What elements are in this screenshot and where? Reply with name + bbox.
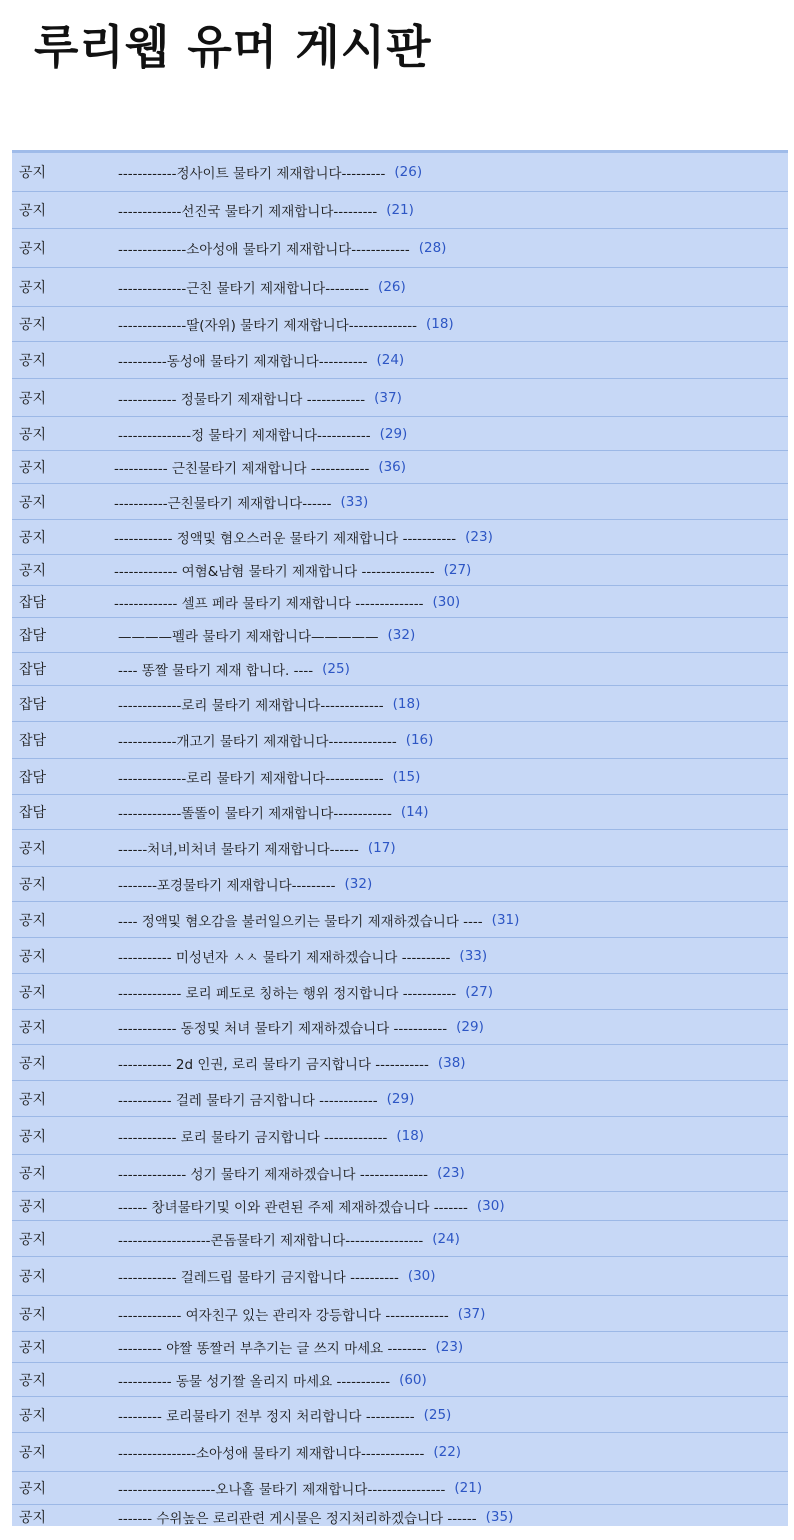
post-category: 잡담 bbox=[19, 628, 47, 644]
post-category: 공지 bbox=[19, 280, 47, 296]
comment-count[interactable]: (21) bbox=[454, 1480, 483, 1496]
comment-count[interactable]: (30) bbox=[476, 1198, 505, 1214]
comment-count[interactable]: (30) bbox=[407, 1268, 436, 1284]
post-row[interactable] bbox=[12, 555, 788, 586]
post-row[interactable] bbox=[12, 379, 788, 417]
page-title: 루리웹 유머 게시판 bbox=[34, 20, 432, 74]
post-category: 공지 bbox=[19, 1481, 47, 1497]
post-row[interactable] bbox=[12, 830, 788, 867]
post-title-link[interactable]: ------------ 동정및 처녀 물타기 제재하겠습니다 ----------- bbox=[118, 1021, 448, 1037]
post-category: 잡담 bbox=[19, 662, 47, 678]
post-category: 공지 bbox=[19, 948, 47, 965]
post-row[interactable] bbox=[12, 229, 788, 268]
post-title-link[interactable]: ------------ 걸레드립 물타기 금지합니다 ---------- bbox=[118, 1270, 399, 1286]
post-row[interactable] bbox=[12, 1505, 788, 1529]
comment-count[interactable]: (22) bbox=[433, 1444, 462, 1460]
post-title-group bbox=[118, 238, 446, 258]
post-row[interactable] bbox=[12, 722, 788, 759]
post-title-group bbox=[118, 1337, 463, 1357]
post-row[interactable] bbox=[12, 520, 788, 555]
post-title-group bbox=[118, 1304, 485, 1324]
comment-count[interactable]: (26) bbox=[394, 164, 423, 180]
comment-count[interactable]: (18) bbox=[425, 316, 454, 332]
comment-count[interactable]: (16) bbox=[405, 732, 434, 748]
post-category: 공지 bbox=[19, 317, 47, 333]
post-category: 공지 bbox=[19, 1055, 47, 1072]
post-category: 공지 bbox=[19, 1510, 47, 1526]
post-title-link[interactable]: ---- 정액및 혐오감을 불러일으키는 물타기 제재하겠습니다 ---- bbox=[118, 913, 483, 930]
post-title-link[interactable]: ----------- 2d 인권, 로리 물타기 금지합니다 ----------- bbox=[118, 1056, 429, 1073]
comment-count[interactable]: (30) bbox=[432, 593, 461, 610]
comment-count[interactable]: (21) bbox=[386, 202, 414, 218]
post-title-group bbox=[118, 910, 519, 930]
post-title-group bbox=[118, 1163, 465, 1183]
post-title-group bbox=[114, 527, 493, 547]
post-title-link[interactable]: --------------소아성애 물타기 제재합니다------------ bbox=[118, 242, 410, 258]
post-title-link[interactable]: ————펠라 물타기 제재합니다————— bbox=[118, 629, 379, 645]
comment-count[interactable]: (27) bbox=[465, 983, 493, 1000]
post-title-link[interactable]: -------------로리 물타기 제재합니다------------- bbox=[118, 697, 384, 714]
post-row[interactable] bbox=[12, 974, 788, 1010]
post-category: 공지 bbox=[19, 1340, 47, 1356]
comment-count[interactable]: (33) bbox=[340, 493, 369, 510]
comment-count[interactable]: (31) bbox=[491, 911, 520, 928]
comment-count[interactable]: (37) bbox=[374, 389, 402, 406]
post-category: 공지 bbox=[19, 841, 47, 857]
comment-count[interactable]: (25) bbox=[322, 661, 350, 677]
comment-count[interactable]: (35) bbox=[485, 1509, 514, 1525]
post-title-link[interactable]: ------------- 로리 페도로 칭하는 행위 정지합니다 ----------- bbox=[118, 985, 457, 1002]
post-title-link[interactable]: -----------근친물타기 제재합니다------ bbox=[114, 495, 332, 512]
post-title-link[interactable]: ------처녀,비처녀 물타기 제재합니다------ bbox=[118, 842, 359, 858]
post-category: 공지 bbox=[19, 353, 47, 369]
post-category: 공지 bbox=[19, 563, 47, 579]
post-row[interactable] bbox=[12, 938, 788, 974]
post-title-link[interactable]: ---- 똥짤 물타기 제재 합니다. ---- bbox=[118, 663, 314, 679]
post-title-link[interactable]: --------------------오나홀 물타기 제재합니다---------------- bbox=[118, 1482, 446, 1498]
post-title-group bbox=[118, 424, 407, 444]
post-list bbox=[12, 150, 788, 1526]
post-title-group bbox=[118, 277, 406, 297]
post-title-link[interactable]: -------------선진국 물타기 제재합니다--------- bbox=[118, 204, 378, 220]
post-title-group bbox=[118, 1507, 513, 1527]
comment-count[interactable]: (36) bbox=[378, 459, 407, 475]
post-category: 공지 bbox=[19, 390, 47, 407]
post-title-link[interactable]: ------------ 로리 물타기 금지합니다 ------------- bbox=[118, 1129, 388, 1146]
comment-count[interactable]: (23) bbox=[465, 529, 493, 545]
post-row[interactable] bbox=[12, 1081, 788, 1117]
post-title-link[interactable]: ----------- 걸레 물타기 금지합니다 ------------ bbox=[118, 1092, 378, 1109]
comment-count[interactable]: (24) bbox=[432, 1230, 460, 1247]
post-category: 잡담 bbox=[19, 594, 47, 611]
comment-count[interactable]: (14) bbox=[400, 804, 429, 820]
post-title-link[interactable]: ------- 수위높은 로리관련 게시물은 정지처리하겠습니다 ------ bbox=[118, 1511, 477, 1527]
post-category: 공지 bbox=[19, 1231, 47, 1248]
post-row[interactable] bbox=[12, 1010, 788, 1045]
post-title-link[interactable]: ----------- 근친물타기 제재합니다 ------------ bbox=[114, 461, 370, 477]
post-row[interactable] bbox=[12, 484, 788, 520]
post-title-link[interactable]: ---------------정 물타기 제재합니다----------- bbox=[118, 427, 371, 444]
comment-count[interactable]: (23) bbox=[435, 1339, 464, 1355]
post-category: 공지 bbox=[19, 1407, 47, 1424]
comment-count[interactable]: (23) bbox=[437, 1165, 465, 1181]
comment-count[interactable]: (29) bbox=[386, 1090, 415, 1107]
post-row[interactable] bbox=[12, 1192, 788, 1221]
comment-count[interactable]: (27) bbox=[443, 562, 472, 578]
post-title-group bbox=[118, 694, 420, 714]
post-title-group bbox=[118, 314, 454, 334]
post-title-group bbox=[114, 492, 368, 512]
post-category: 공지 bbox=[19, 1445, 47, 1461]
post-title-link[interactable]: -------------- 성기 물타기 제재하겠습니다 -------------- bbox=[118, 1167, 429, 1183]
post-row[interactable] bbox=[12, 1221, 788, 1257]
post-title-group bbox=[118, 730, 433, 750]
post-title-link[interactable]: ------------- 여자친구 있는 관리자 강등합니다 ------------- bbox=[118, 1307, 449, 1324]
post-category: 공지 bbox=[19, 877, 47, 893]
post-category: 공지 bbox=[19, 165, 47, 181]
post-row[interactable] bbox=[12, 1257, 788, 1296]
comment-count[interactable]: (17) bbox=[367, 840, 396, 856]
post-row[interactable] bbox=[12, 307, 788, 342]
post-title-link[interactable]: --------- 로리물타기 전부 정지 처리합니다 ---------- bbox=[118, 1408, 415, 1425]
post-title-group bbox=[118, 625, 415, 645]
post-title-link[interactable]: ----------동성애 물타기 제재합니다---------- bbox=[118, 354, 368, 370]
post-title-group bbox=[118, 200, 414, 220]
comment-count[interactable]: (15) bbox=[392, 768, 421, 785]
comment-count[interactable]: (18) bbox=[392, 695, 421, 712]
post-title-link[interactable]: ------------- 여혐&남혐 물타기 제재합니다 --------------- bbox=[114, 564, 435, 580]
post-title-link[interactable]: -------------------콘돔물타기 제재합니다---------------- bbox=[118, 1232, 424, 1249]
post-title-group bbox=[118, 1196, 505, 1216]
post-title-group bbox=[118, 1442, 461, 1462]
post-title-group bbox=[118, 659, 350, 679]
post-row[interactable] bbox=[12, 1045, 788, 1081]
post-category: 잡담 bbox=[19, 733, 47, 749]
post-row[interactable] bbox=[12, 759, 788, 795]
post-category: 공지 bbox=[19, 1166, 47, 1182]
post-row[interactable] bbox=[12, 1155, 788, 1192]
post-row[interactable] bbox=[12, 1363, 788, 1397]
post-row[interactable] bbox=[12, 586, 788, 618]
post-category: 공지 bbox=[19, 1372, 47, 1389]
post-row[interactable] bbox=[12, 342, 788, 379]
post-title-group bbox=[118, 1017, 484, 1037]
post-category: 공지 bbox=[19, 1199, 47, 1215]
post-title-group bbox=[118, 388, 402, 408]
post-row[interactable] bbox=[12, 1397, 788, 1433]
post-title-link[interactable]: ------------정사이트 물타기 제재합니다--------- bbox=[118, 166, 386, 182]
post-category: 공지 bbox=[19, 912, 47, 929]
comment-count[interactable]: (24) bbox=[376, 352, 405, 368]
post-category: 공지 bbox=[19, 984, 47, 1001]
post-title-link[interactable]: ----------- 동물 성기짤 올리지 마세요 ----------- bbox=[118, 1373, 391, 1390]
post-title-group bbox=[118, 767, 420, 787]
post-row[interactable] bbox=[12, 867, 788, 902]
post-row[interactable] bbox=[12, 1296, 788, 1332]
post-title-group bbox=[118, 1229, 460, 1249]
comment-count[interactable]: (38) bbox=[437, 1054, 466, 1071]
comment-count[interactable]: (32) bbox=[387, 627, 416, 643]
comment-count[interactable]: (37) bbox=[457, 1305, 486, 1322]
post-title-link[interactable]: -------------똘똘이 물타기 제재합니다------------ bbox=[118, 806, 392, 822]
post-category: 공지 bbox=[19, 203, 47, 219]
post-row[interactable] bbox=[12, 795, 788, 830]
post-title-link[interactable]: --------------딸(자위) 물타기 제재합니다-------------- bbox=[118, 318, 417, 334]
post-category: 잡담 bbox=[19, 805, 47, 821]
post-category: 공지 bbox=[19, 1128, 47, 1145]
post-row[interactable] bbox=[12, 192, 788, 229]
post-title-link[interactable]: ------------ 정액및 혐오스러운 물타기 제재합니다 ----------- bbox=[114, 531, 457, 547]
post-title-group bbox=[118, 874, 372, 894]
post-row[interactable] bbox=[12, 153, 788, 192]
post-category: 공지 bbox=[19, 1091, 47, 1108]
post-category: 공지 bbox=[19, 1269, 47, 1285]
post-row[interactable] bbox=[12, 1332, 788, 1363]
post-title-link[interactable]: ------ 창녀물타기및 이와 관련된 주제 제재하겠습니다 ------- bbox=[118, 1200, 468, 1216]
comment-count[interactable]: (32) bbox=[344, 876, 373, 892]
post-title-group bbox=[118, 838, 396, 858]
post-title-link[interactable]: --------- 야짤 똥짤러 부추기는 글 쓰지 마세요 -------- bbox=[118, 1341, 427, 1357]
post-title-group bbox=[118, 1266, 436, 1286]
post-title-link[interactable]: --------------근친 물타기 제재합니다--------- bbox=[118, 281, 370, 297]
post-title-link[interactable]: ------------- 셀프 페라 물타기 제재합니다 -------------- bbox=[114, 595, 424, 612]
post-title-group bbox=[114, 560, 471, 580]
post-category: 공지 bbox=[19, 460, 47, 476]
comment-count[interactable]: (29) bbox=[379, 425, 408, 442]
post-title-group bbox=[118, 1478, 482, 1498]
post-row[interactable] bbox=[12, 653, 788, 686]
post-category: 공지 bbox=[19, 1306, 47, 1323]
comment-count[interactable]: (18) bbox=[396, 1127, 425, 1144]
post-title-group bbox=[118, 1405, 451, 1425]
post-row[interactable] bbox=[12, 686, 788, 722]
post-category: 공지 bbox=[19, 241, 47, 257]
post-row[interactable] bbox=[12, 1117, 788, 1155]
comment-count[interactable]: (25) bbox=[423, 1406, 452, 1423]
post-category: 잡담 bbox=[19, 769, 47, 786]
post-title-group bbox=[118, 982, 493, 1002]
post-title-group bbox=[118, 802, 429, 822]
post-category: 잡담 bbox=[19, 696, 47, 713]
post-category: 공지 bbox=[19, 1020, 47, 1036]
post-row[interactable] bbox=[12, 1433, 788, 1472]
post-category: 공지 bbox=[19, 494, 47, 511]
post-title-group bbox=[118, 1089, 414, 1109]
post-title-link[interactable]: --------------로리 물타기 제재합니다------------ bbox=[118, 770, 384, 787]
post-row[interactable] bbox=[12, 417, 788, 451]
post-title-link[interactable]: ----------- 미성년자 ㅅㅅ 물타기 제재하겠습니다 ---------- bbox=[118, 949, 451, 966]
comment-count[interactable]: (60) bbox=[399, 1371, 427, 1388]
comment-count[interactable]: (29) bbox=[456, 1019, 484, 1035]
post-row[interactable] bbox=[12, 618, 788, 653]
post-title-group bbox=[118, 162, 422, 182]
post-row[interactable] bbox=[12, 1472, 788, 1505]
post-row[interactable] bbox=[12, 902, 788, 938]
post-category: 공지 bbox=[19, 530, 47, 546]
post-row[interactable] bbox=[12, 268, 788, 307]
post-title-group bbox=[114, 592, 460, 612]
post-title-group bbox=[118, 350, 404, 370]
post-title-group bbox=[118, 1370, 427, 1390]
post-title-link[interactable]: ------------개고기 물타기 제재합니다-------------- bbox=[118, 734, 397, 750]
comment-count[interactable]: (26) bbox=[378, 279, 406, 295]
post-title-link[interactable]: ------------ 정물타기 제재합니다 ------------ bbox=[118, 391, 366, 408]
comment-count[interactable]: (33) bbox=[459, 947, 488, 964]
post-title-group bbox=[118, 946, 487, 966]
comment-count[interactable]: (28) bbox=[418, 240, 447, 256]
post-title-link[interactable]: --------포경물타기 제재합니다--------- bbox=[118, 878, 336, 894]
post-title-group bbox=[118, 1053, 466, 1073]
post-title-group bbox=[118, 1126, 424, 1146]
post-category: 공지 bbox=[19, 426, 47, 443]
post-title-link[interactable]: ----------------소아성애 물타기 제재합니다------------- bbox=[118, 1446, 425, 1462]
post-title-group bbox=[114, 457, 406, 477]
post-row[interactable] bbox=[12, 451, 788, 484]
